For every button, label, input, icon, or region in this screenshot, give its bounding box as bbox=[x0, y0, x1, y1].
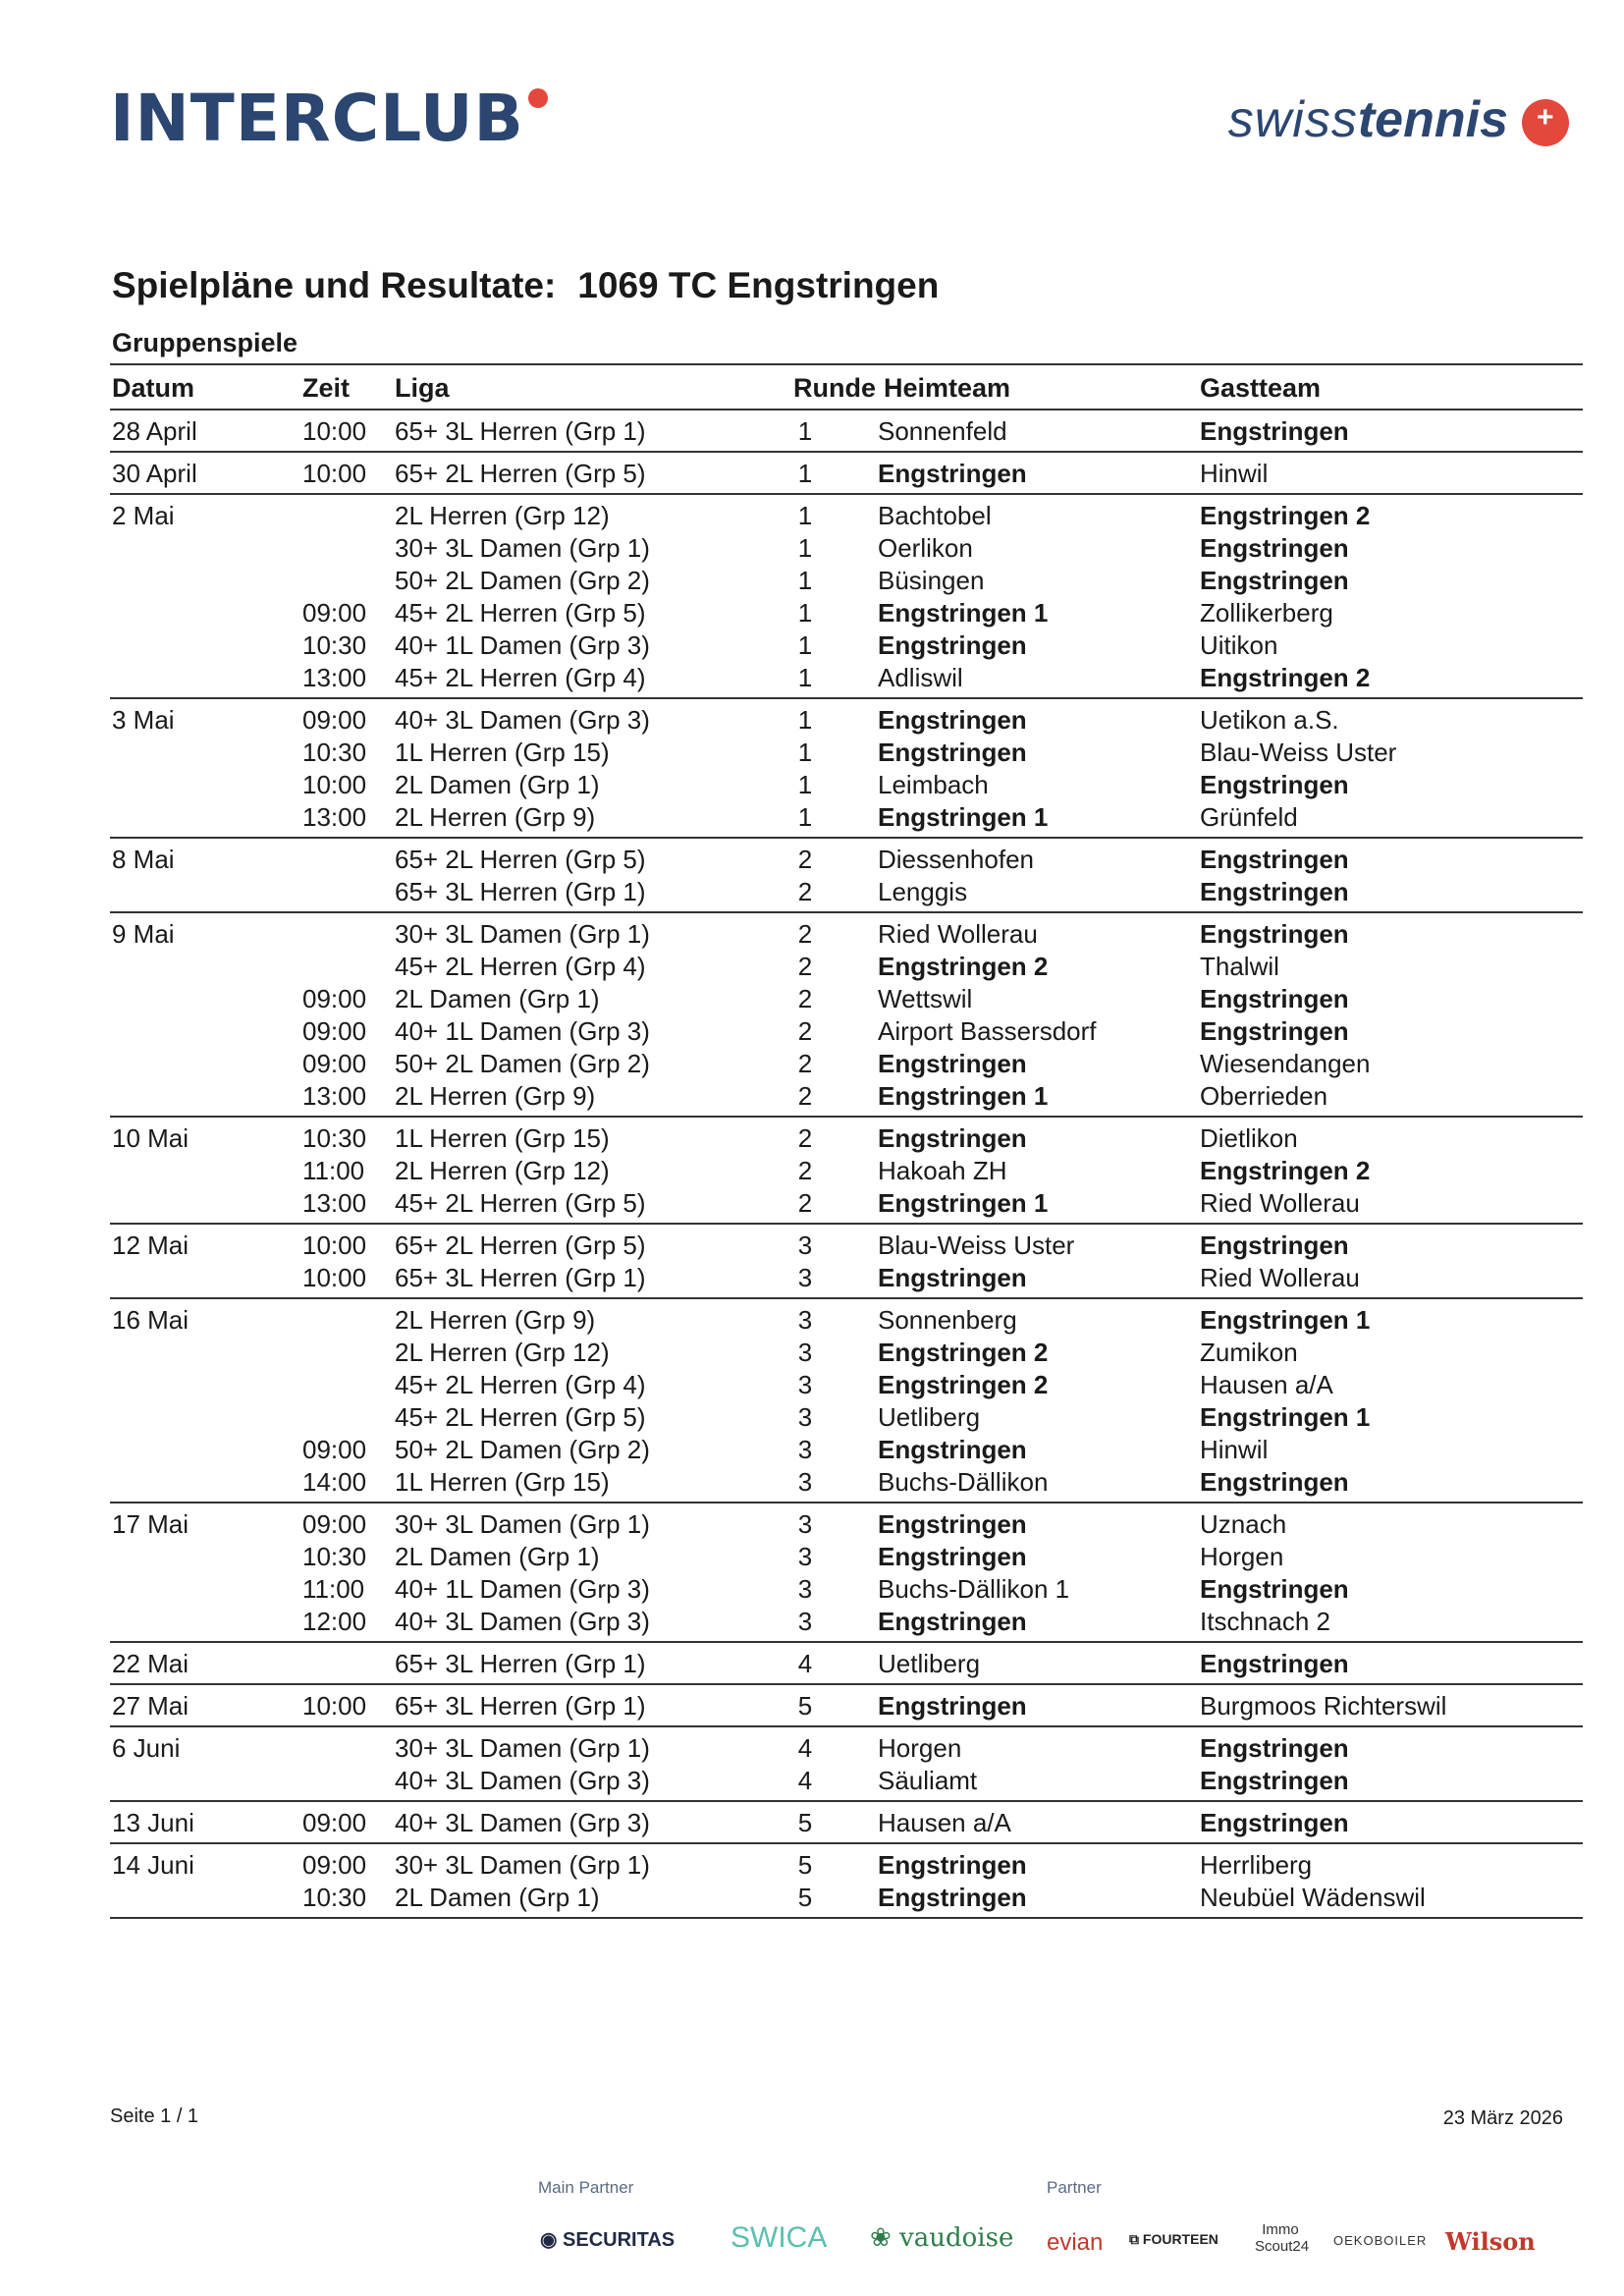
home-team-cell: Engstringen 2 bbox=[878, 1338, 1049, 1367]
home-team-cell: Adliswil bbox=[878, 663, 963, 692]
round-cell: 2 bbox=[797, 1123, 813, 1153]
liga-cell: 65+ 3L Herren (Grp 1) bbox=[395, 1263, 646, 1292]
guest-team-cell: Engstringen 1 bbox=[1200, 1305, 1371, 1335]
home-team-cell: Uetliberg bbox=[878, 1649, 981, 1678]
round-cell: 3 bbox=[797, 1509, 813, 1539]
guest-team-cell: Thalwil bbox=[1200, 952, 1279, 981]
round-cell: 1 bbox=[797, 416, 813, 446]
guest-team-cell: Oberrieden bbox=[1200, 1081, 1328, 1111]
home-team-cell: Engstringen bbox=[878, 1850, 1027, 1880]
swiss-cross-ball-icon bbox=[1522, 99, 1569, 146]
guest-team-cell: Engstringen bbox=[1200, 1733, 1349, 1763]
liga-cell: 40+ 3L Damen (Grp 3) bbox=[395, 1808, 650, 1837]
guest-team-cell: Burgmoos Richterswil bbox=[1200, 1691, 1447, 1721]
round-cell: 1 bbox=[797, 630, 813, 660]
liga-cell: 65+ 3L Herren (Grp 1) bbox=[395, 416, 646, 446]
table-row bbox=[110, 1079, 1583, 1112]
sponsor-evian: evian bbox=[1047, 2229, 1104, 2256]
guest-team-cell: Engstringen bbox=[1200, 919, 1349, 949]
round-cell: 3 bbox=[797, 1574, 813, 1604]
time-cell: 09:00 bbox=[302, 1850, 367, 1880]
date-group bbox=[110, 1802, 1583, 1844]
round-cell: 5 bbox=[797, 1808, 813, 1837]
home-team-cell: Engstringen bbox=[878, 705, 1027, 735]
sponsor-immoscout24: Immo Scout24 bbox=[1255, 2221, 1310, 2255]
liga-cell: 65+ 2L Herren (Grp 5) bbox=[395, 845, 646, 874]
time-cell: 14:00 bbox=[302, 1467, 367, 1497]
table-row bbox=[110, 1848, 1583, 1881]
home-team-cell: Diessenhofen bbox=[878, 845, 1034, 874]
table-row bbox=[110, 1507, 1583, 1540]
liga-cell: 65+ 2L Herren (Grp 5) bbox=[395, 1230, 646, 1260]
table-row bbox=[110, 843, 1583, 875]
guest-team-cell: Engstringen 2 bbox=[1200, 663, 1371, 692]
page-title: Spielpläne und Resultate: 1069 TC Engstringen bbox=[112, 265, 940, 305]
guest-team-cell: Blau-Weiss Uster bbox=[1200, 738, 1397, 767]
guest-team-cell: Ried Wollerau bbox=[1200, 1263, 1360, 1292]
guest-team-cell: Engstringen bbox=[1200, 533, 1349, 563]
guest-team-cell: Engstringen bbox=[1200, 877, 1349, 906]
table-row bbox=[110, 917, 1583, 950]
time-cell: 13:00 bbox=[302, 1081, 367, 1111]
home-team-cell: Uetliberg bbox=[878, 1402, 981, 1432]
liga-cell: 2L Herren (Grp 9) bbox=[395, 802, 596, 832]
table-row bbox=[110, 1014, 1583, 1047]
round-cell: 2 bbox=[797, 877, 813, 906]
guest-team-cell: Uetikon a.S. bbox=[1200, 705, 1339, 735]
home-team-cell: Wettswil bbox=[878, 984, 973, 1013]
round-cell: 4 bbox=[797, 1733, 813, 1763]
liga-cell: 65+ 3L Herren (Grp 1) bbox=[395, 877, 646, 906]
home-team-cell: Engstringen bbox=[878, 1263, 1027, 1292]
home-team-cell: Bachtobel bbox=[878, 501, 992, 530]
round-cell: 1 bbox=[797, 533, 813, 563]
table-row bbox=[110, 1689, 1583, 1722]
liga-cell: 30+ 3L Damen (Grp 1) bbox=[395, 1850, 650, 1880]
table-row bbox=[110, 1764, 1583, 1796]
print-date: 23 März 2026 bbox=[1442, 2107, 1563, 2129]
time-cell: 10:30 bbox=[302, 630, 367, 660]
liga-cell: 40+ 1L Damen (Grp 3) bbox=[395, 630, 650, 660]
round-cell: 3 bbox=[797, 1607, 813, 1636]
time-cell: 10:00 bbox=[302, 1263, 367, 1292]
table-row bbox=[110, 1881, 1583, 1913]
time-cell: 09:00 bbox=[302, 705, 367, 735]
home-team-cell: Blau-Weiss Uster bbox=[878, 1230, 1075, 1260]
home-team-cell: Horgen bbox=[878, 1733, 962, 1763]
table-row bbox=[110, 1261, 1583, 1293]
liga-cell: 40+ 3L Damen (Grp 3) bbox=[395, 1607, 650, 1636]
date-cell: 14 Juni bbox=[112, 1850, 194, 1880]
home-team-cell: Sonnenberg bbox=[878, 1305, 1017, 1335]
guest-team-cell: Itschnach 2 bbox=[1200, 1607, 1330, 1636]
sponsor-swica: SWICA bbox=[731, 2221, 828, 2254]
time-cell: 09:00 bbox=[302, 984, 367, 1013]
round-cell: 1 bbox=[797, 770, 813, 799]
date-cell: 16 Mai bbox=[112, 1305, 189, 1335]
guest-team-cell: Zumikon bbox=[1200, 1338, 1298, 1367]
date-cell: 12 Mai bbox=[112, 1230, 189, 1260]
liga-cell: 30+ 3L Damen (Grp 1) bbox=[395, 1733, 650, 1763]
round-cell: 2 bbox=[797, 952, 813, 981]
home-team-cell: Hausen a/A bbox=[878, 1808, 1011, 1837]
table-row bbox=[110, 1647, 1583, 1679]
home-team-cell: Airport Bassersdorf bbox=[878, 1016, 1097, 1046]
home-team-cell: Hakoah ZH bbox=[878, 1156, 1007, 1185]
liga-cell: 30+ 3L Damen (Grp 1) bbox=[395, 919, 650, 949]
table-row bbox=[110, 596, 1583, 629]
date-group bbox=[110, 1503, 1583, 1643]
date-cell: 22 Mai bbox=[112, 1649, 189, 1678]
round-cell: 2 bbox=[797, 919, 813, 949]
time-cell: 10:30 bbox=[302, 1883, 367, 1912]
liga-cell: 50+ 2L Damen (Grp 2) bbox=[395, 1435, 650, 1464]
guest-team-cell: Engstringen bbox=[1200, 1574, 1349, 1604]
time-cell: 10:00 bbox=[302, 459, 367, 488]
sponsor-oekoboiler: OEKOBOILER bbox=[1333, 2233, 1428, 2248]
time-cell: 10:30 bbox=[302, 1123, 367, 1153]
liga-cell: 40+ 3L Damen (Grp 3) bbox=[395, 1766, 650, 1795]
round-cell: 3 bbox=[797, 1338, 813, 1367]
time-cell: 13:00 bbox=[302, 1188, 367, 1218]
table-row bbox=[110, 1368, 1583, 1400]
table-row bbox=[110, 768, 1583, 800]
date-group bbox=[110, 699, 1583, 839]
round-cell: 2 bbox=[797, 1016, 813, 1046]
date-cell: 2 Mai bbox=[112, 501, 175, 530]
guest-team-cell: Engstringen bbox=[1200, 566, 1349, 595]
liga-cell: 40+ 1L Damen (Grp 3) bbox=[395, 1574, 650, 1604]
liga-cell: 40+ 1L Damen (Grp 3) bbox=[395, 1016, 650, 1046]
table-header bbox=[110, 363, 1583, 410]
round-cell: 1 bbox=[797, 501, 813, 530]
table-row bbox=[110, 1336, 1583, 1368]
home-team-cell: Engstringen bbox=[878, 1691, 1027, 1721]
home-team-cell: Engstringen bbox=[878, 1049, 1027, 1078]
date-group bbox=[110, 839, 1583, 913]
home-team-cell: Engstringen bbox=[878, 1123, 1027, 1153]
guest-team-cell: Engstringen bbox=[1200, 416, 1349, 446]
liga-cell: 45+ 2L Herren (Grp 5) bbox=[395, 1188, 646, 1218]
home-team-cell: Engstringen 1 bbox=[878, 598, 1049, 628]
schedule-body bbox=[110, 410, 1583, 1919]
round-cell: 4 bbox=[797, 1649, 813, 1678]
table-row bbox=[110, 1186, 1583, 1219]
liga-cell: 65+ 2L Herren (Grp 5) bbox=[395, 459, 646, 488]
home-team-cell: Engstringen 1 bbox=[878, 802, 1049, 832]
time-cell: 10:00 bbox=[302, 1230, 367, 1260]
guest-team-cell: Neubüel Wädenswil bbox=[1200, 1883, 1426, 1912]
page-number: Seite 1 / 1 bbox=[110, 2105, 199, 2127]
round-cell: 1 bbox=[797, 802, 813, 832]
round-cell: 3 bbox=[797, 1370, 813, 1399]
time-cell: 13:00 bbox=[302, 663, 367, 692]
table-row bbox=[110, 1605, 1583, 1637]
header-date: Datum bbox=[112, 373, 195, 403]
guest-team-cell: Hausen a/A bbox=[1200, 1370, 1333, 1399]
guest-team-cell: Hinwil bbox=[1200, 459, 1269, 488]
liga-cell: 50+ 2L Damen (Grp 2) bbox=[395, 566, 650, 595]
liga-cell: 45+ 2L Herren (Grp 5) bbox=[395, 598, 646, 628]
round-cell: 3 bbox=[797, 1402, 813, 1432]
time-cell: 13:00 bbox=[302, 802, 367, 832]
round-cell: 2 bbox=[797, 984, 813, 1013]
liga-cell: 45+ 2L Herren (Grp 4) bbox=[395, 1370, 646, 1399]
liga-cell: 45+ 2L Herren (Grp 5) bbox=[395, 1402, 646, 1432]
liga-cell: 2L Herren (Grp 12) bbox=[395, 1156, 610, 1185]
table-row bbox=[110, 703, 1583, 736]
round-cell: 3 bbox=[797, 1230, 813, 1260]
guest-team-cell: Wiesendangen bbox=[1200, 1049, 1371, 1078]
guest-team-cell: Herrliberg bbox=[1200, 1850, 1313, 1880]
date-group bbox=[110, 495, 1583, 699]
guest-team-cell: Zollikerberg bbox=[1200, 598, 1333, 628]
date-group bbox=[110, 1685, 1583, 1727]
round-cell: 3 bbox=[797, 1263, 813, 1292]
liga-cell: 45+ 2L Herren (Grp 4) bbox=[395, 663, 646, 692]
guest-team-cell: Hinwil bbox=[1200, 1435, 1269, 1464]
guest-team-cell: Engstringen bbox=[1200, 770, 1349, 799]
guest-team-cell: Engstringen 2 bbox=[1200, 1156, 1371, 1185]
date-group bbox=[110, 1727, 1583, 1802]
guest-team-cell: Dietlikon bbox=[1200, 1123, 1298, 1153]
guest-team-cell: Engstringen bbox=[1200, 1230, 1349, 1260]
table-row bbox=[110, 414, 1583, 447]
guest-team-cell: Grünfeld bbox=[1200, 802, 1298, 832]
liga-cell: 2L Damen (Grp 1) bbox=[395, 770, 600, 799]
date-cell: 17 Mai bbox=[112, 1509, 189, 1539]
date-cell: 6 Juni bbox=[112, 1733, 181, 1763]
schedule-table bbox=[110, 363, 1583, 1919]
table-row bbox=[110, 1731, 1583, 1764]
liga-cell: 30+ 3L Damen (Grp 1) bbox=[395, 1509, 650, 1539]
header-guest: Gastteam bbox=[1200, 373, 1322, 403]
home-team-cell: Ried Wollerau bbox=[878, 919, 1038, 949]
time-cell: 11:00 bbox=[302, 1156, 365, 1185]
round-cell: 2 bbox=[797, 1188, 813, 1218]
table-row bbox=[110, 875, 1583, 907]
home-team-cell: Engstringen 2 bbox=[878, 952, 1049, 981]
partner-label: Partner bbox=[1047, 2178, 1102, 2197]
round-cell: 2 bbox=[797, 1049, 813, 1078]
table-row bbox=[110, 457, 1583, 489]
liga-cell: 50+ 2L Damen (Grp 2) bbox=[395, 1049, 650, 1078]
time-cell: 10:00 bbox=[302, 770, 367, 799]
date-group bbox=[110, 1225, 1583, 1299]
liga-cell: 45+ 2L Herren (Grp 4) bbox=[395, 952, 646, 981]
home-team-cell: Engstringen bbox=[878, 1607, 1027, 1636]
liga-cell: 65+ 3L Herren (Grp 1) bbox=[395, 1649, 646, 1678]
round-cell: 1 bbox=[797, 738, 813, 767]
round-cell: 1 bbox=[797, 459, 813, 488]
guest-team-cell: Engstringen bbox=[1200, 1649, 1349, 1678]
header-time: Zeit bbox=[302, 373, 351, 403]
home-team-cell: Lenggis bbox=[878, 877, 968, 906]
date-group bbox=[110, 453, 1583, 495]
home-team-cell: Büsingen bbox=[878, 566, 985, 595]
liga-cell: 2L Herren (Grp 12) bbox=[395, 501, 610, 530]
time-cell: 09:00 bbox=[302, 598, 367, 628]
date-cell: 27 Mai bbox=[112, 1691, 189, 1721]
table-row bbox=[110, 1433, 1583, 1465]
liga-cell: 1L Herren (Grp 15) bbox=[395, 738, 610, 767]
round-cell: 2 bbox=[797, 1081, 813, 1111]
liga-cell: 2L Herren (Grp 9) bbox=[395, 1081, 596, 1111]
round-cell: 5 bbox=[797, 1691, 813, 1721]
liga-cell: 2L Damen (Grp 1) bbox=[395, 1542, 600, 1571]
round-cell: 3 bbox=[797, 1467, 813, 1497]
table-row bbox=[110, 499, 1583, 531]
table-row bbox=[110, 1121, 1583, 1154]
table-row bbox=[110, 1540, 1583, 1572]
main-partner-label: Main Partner bbox=[538, 2178, 634, 2197]
date-cell: 30 April bbox=[112, 459, 197, 488]
home-team-cell: Engstringen bbox=[878, 738, 1027, 767]
header-round: Runde bbox=[793, 373, 876, 403]
sponsor-vaudoise: ❀ vaudoise bbox=[870, 2223, 1014, 2253]
time-cell: 11:00 bbox=[302, 1574, 365, 1604]
home-team-cell: Oerlikon bbox=[878, 533, 973, 563]
date-cell: 13 Juni bbox=[112, 1808, 194, 1837]
guest-team-cell: Engstringen bbox=[1200, 1016, 1349, 1046]
round-cell: 4 bbox=[797, 1766, 813, 1795]
table-row bbox=[110, 1465, 1583, 1498]
guest-team-cell: Engstringen bbox=[1200, 984, 1349, 1013]
date-cell: 9 Mai bbox=[112, 919, 175, 949]
home-team-cell: Engstringen 1 bbox=[878, 1081, 1049, 1111]
round-cell: 1 bbox=[797, 705, 813, 735]
round-cell: 1 bbox=[797, 598, 813, 628]
date-cell: 8 Mai bbox=[112, 845, 175, 874]
round-cell: 5 bbox=[797, 1850, 813, 1880]
header-liga: Liga bbox=[395, 373, 450, 403]
time-cell: 10:30 bbox=[302, 1542, 367, 1571]
date-group bbox=[110, 1118, 1583, 1225]
guest-team-cell: Engstringen 2 bbox=[1200, 501, 1371, 530]
round-cell: 2 bbox=[797, 1156, 813, 1185]
round-cell: 1 bbox=[797, 663, 813, 692]
round-cell: 5 bbox=[797, 1883, 813, 1912]
time-cell: 09:00 bbox=[302, 1016, 367, 1046]
guest-team-cell: Engstringen bbox=[1200, 1808, 1349, 1837]
round-cell: 3 bbox=[797, 1542, 813, 1571]
tennis-ball-icon bbox=[528, 88, 548, 108]
swisstennis-logo: swisstennis+ bbox=[1228, 90, 1569, 149]
home-team-cell: Engstringen 2 bbox=[878, 1370, 1049, 1399]
date-cell: 10 Mai bbox=[112, 1123, 189, 1153]
guest-team-cell: Uznach bbox=[1200, 1509, 1287, 1539]
time-cell: 10:30 bbox=[302, 738, 367, 767]
home-team-cell: Sonnenfeld bbox=[878, 416, 1007, 446]
time-cell: 09:00 bbox=[302, 1049, 367, 1078]
time-cell: 10:00 bbox=[302, 1691, 367, 1721]
liga-cell: 2L Herren (Grp 9) bbox=[395, 1305, 596, 1335]
home-team-cell: Buchs-Dällikon 1 bbox=[878, 1574, 1070, 1604]
sponsor-securitas: ◉ SECURITAS bbox=[540, 2229, 676, 2251]
table-row bbox=[110, 800, 1583, 833]
liga-cell: 1L Herren (Grp 15) bbox=[395, 1467, 610, 1497]
round-cell: 3 bbox=[797, 1435, 813, 1464]
home-team-cell: Engstringen bbox=[878, 1509, 1027, 1539]
table-row bbox=[110, 950, 1583, 982]
table-row bbox=[110, 982, 1583, 1014]
sponsor-fourteen: ⧉ FOURTEEN bbox=[1129, 2231, 1218, 2247]
home-team-cell: Leimbach bbox=[878, 770, 989, 799]
table-row bbox=[110, 1572, 1583, 1605]
date-cell: 28 April bbox=[112, 416, 197, 446]
time-cell: 09:00 bbox=[302, 1435, 367, 1464]
interclub-logo: INTERCLUB bbox=[110, 81, 548, 156]
liga-cell: 2L Herren (Grp 12) bbox=[395, 1338, 610, 1367]
table-row bbox=[110, 661, 1583, 693]
table-row bbox=[110, 736, 1583, 768]
guest-team-cell: Engstringen bbox=[1200, 1467, 1349, 1497]
table-row bbox=[110, 1229, 1583, 1261]
home-team-cell: Engstringen bbox=[878, 630, 1027, 660]
guest-team-cell: Uitikon bbox=[1200, 630, 1278, 660]
home-team-cell: Engstringen bbox=[878, 1435, 1027, 1464]
round-cell: 1 bbox=[797, 566, 813, 595]
table-row bbox=[110, 1303, 1583, 1336]
table-row bbox=[110, 1047, 1583, 1079]
guest-team-cell: Engstringen 1 bbox=[1200, 1402, 1371, 1432]
table-row bbox=[110, 564, 1583, 596]
date-cell: 3 Mai bbox=[112, 705, 175, 735]
home-team-cell: Säuliamt bbox=[878, 1766, 978, 1795]
time-cell: 09:00 bbox=[302, 1808, 367, 1837]
home-team-cell: Engstringen bbox=[878, 459, 1027, 488]
sponsor-wilson: Wilson bbox=[1445, 2227, 1536, 2256]
table-row bbox=[110, 1400, 1583, 1433]
time-cell: 10:00 bbox=[302, 416, 367, 446]
home-team-cell: Engstringen bbox=[878, 1883, 1027, 1912]
liga-cell: 1L Herren (Grp 15) bbox=[395, 1123, 610, 1153]
table-row bbox=[110, 531, 1583, 564]
liga-cell: 2L Damen (Grp 1) bbox=[395, 1883, 600, 1912]
time-cell: 12:00 bbox=[302, 1607, 367, 1636]
date-group bbox=[110, 1844, 1583, 1919]
guest-team-cell: Ried Wollerau bbox=[1200, 1188, 1360, 1218]
date-group bbox=[110, 1643, 1583, 1685]
liga-cell: 2L Damen (Grp 1) bbox=[395, 984, 600, 1013]
liga-cell: 65+ 3L Herren (Grp 1) bbox=[395, 1691, 646, 1721]
date-group bbox=[110, 410, 1583, 453]
table-row bbox=[110, 1154, 1583, 1186]
home-team-cell: Buchs-Dällikon bbox=[878, 1467, 1049, 1497]
section-title: Gruppenspiele bbox=[112, 328, 298, 357]
date-group bbox=[110, 913, 1583, 1118]
guest-team-cell: Engstringen bbox=[1200, 1766, 1349, 1795]
liga-cell: 40+ 3L Damen (Grp 3) bbox=[395, 705, 650, 735]
header-home: Heimteam bbox=[884, 373, 1011, 403]
guest-team-cell: Engstringen bbox=[1200, 845, 1349, 874]
guest-team-cell: Horgen bbox=[1200, 1542, 1284, 1571]
home-team-cell: Engstringen bbox=[878, 1542, 1027, 1571]
liga-cell: 30+ 3L Damen (Grp 1) bbox=[395, 533, 650, 563]
round-cell: 3 bbox=[797, 1305, 813, 1335]
table-row bbox=[110, 629, 1583, 661]
time-cell: 09:00 bbox=[302, 1509, 367, 1539]
date-group bbox=[110, 1299, 1583, 1503]
round-cell: 2 bbox=[797, 845, 813, 874]
home-team-cell: Engstringen 1 bbox=[878, 1188, 1049, 1218]
table-row bbox=[110, 1806, 1583, 1838]
